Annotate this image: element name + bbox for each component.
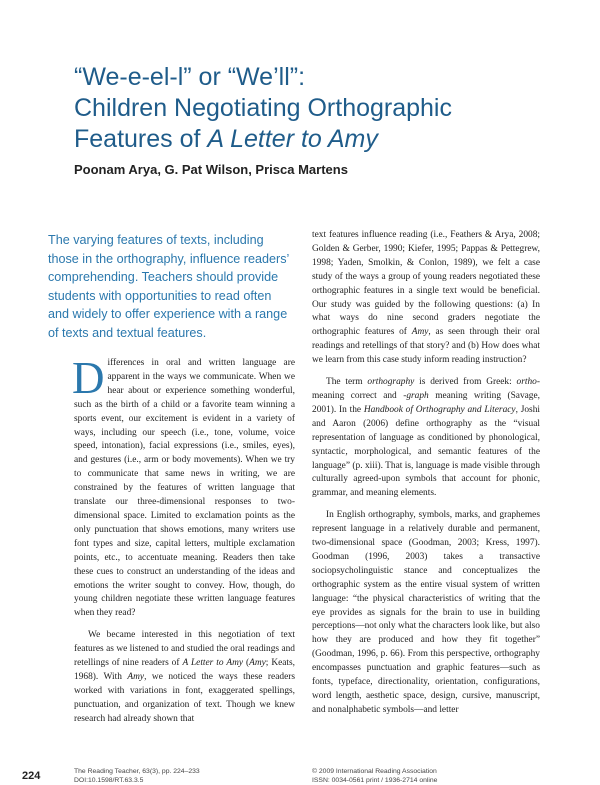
text-run: is derived from Greek:: [414, 377, 517, 388]
italic-run: Amy: [411, 327, 429, 338]
article-title: [74, 62, 544, 155]
left-paragraph-2: [74, 629, 295, 726]
italic-run: ortho-: [516, 377, 540, 388]
title-line-1: “We-e-el-l” or “We’ll”:: [74, 63, 306, 91]
text-run: , Joshi and Aaron (2006) define orthography as the “visual representation of language as conditioned by phonological, syntactic, morphological, and semantic features of the language” (p. xiii). That is, language is made visible through culturally agreed-upon symbols that account for phonic, grammar, and meaning elements.: [312, 404, 540, 499]
italic-run: Amy: [127, 671, 145, 682]
title-line-3-prefix: Features of: [74, 125, 208, 153]
left-paragraph-1-text: ifferences in oral and written language are apparent in the ways we communicate. When we hear about or experience something wonderful, such as the birth of a child or a favorite team winning a sports event, our excitement is evident in a variety of ways, including our speech (i.e., tone, volume, voice speed, intonation), facial expressions (i.e., smiles, eyes), and gestures (i.e., arm or body movements). When we try to communicate that same news in writing, we are constrained by the features of written language that translate our three-dimensional responses to two-dimensional space. Limited to exclamation points as the only punctuation that shows emotions, many writers use font types and size, capital letters, multiple exclamation points, etc., to accentuate meaning. Readers then take these cues to construct an understanding of the ideas and emotions the writer sought to convey. How, though, do young children negotiate these written language features when they read?: [74, 358, 295, 619]
doi-line: DOI:10.1598/RT.63.3.5: [74, 777, 144, 784]
journal-line: The Reading Teacher, 63(3), pp. 224–233: [74, 768, 200, 775]
italic-run: orthography: [367, 377, 415, 388]
text-run: The term: [326, 377, 368, 388]
text-run: text features influence reading (i.e., Feathers & Arya, 2008; Golden & Gerber, 1990; Kiefer, 1995; Pappas & Pettegrew, 1998; Yaden, Smolkin, & Conlon, 1989), we felt a case study of the ways a group of young readers negotiated these orthographic features in a single text would be beneficial. Our study was guided by the following questions: (a) In what ways do nine second graders negotiate the orthographic features of: [312, 230, 540, 338]
copyright-block: [312, 767, 437, 785]
right-paragraph-2: [312, 376, 540, 501]
right-column: [312, 229, 540, 718]
journal-citation: [74, 767, 200, 785]
right-paragraph-1: [312, 229, 540, 368]
issn-line: ISSN: 0034-0561 print / 1936-2714 online: [312, 777, 438, 784]
right-paragraph-3: In English orthography, symbols, marks, and graphemes represent language in a relatively durable and permanent, two-dimensional space (Goodman, 2003; Kress, 1997). Goodman (1996, 2003) takes a transactive sociopsycholinguistic stance and conceptualizes the orthographic system as the entire visual system of written language: “the physical characteristics of writing that the eye provides as signals for the brain to use in building perceptions—not only what the characters look like, but also how they are produced and how they fit together” (Goodman, 1996, p. 66). From this perspective, orthography encompasses punctuation and graphic features—such as fonts, typeface, directionality, orientation, configurations, word length, aesthetic space, design, cursive, manuscript, and nonalphabetic symbols—and letter: [312, 510, 540, 715]
title-line-2: Children Negotiating Orthographic: [74, 94, 452, 122]
page-number: 224: [22, 770, 41, 782]
drop-cap: D: [72, 353, 105, 403]
title-book-name: A Letter to Amy: [207, 125, 378, 153]
author-list: Poonam Arya, G. Pat Wilson, Prisca Martens: [74, 162, 348, 177]
italic-run: Handbook of Orthography and Literacy: [363, 404, 516, 415]
italic-run: A Letter to Amy: [182, 658, 244, 669]
left-paragraph-1: [72, 353, 295, 621]
text-run: , we noticed the ways these readers worked with variations in font, exaggerated spellings, punctuation, and organization of text. Though we knew research had already shown that: [74, 671, 295, 724]
title-line-3: [74, 124, 544, 155]
text-run: ; Keats, 1968). With: [74, 658, 296, 682]
text-run: We became interested in this negotiation of text features as we listened to and studied the oral readings and retellings of nine readers of: [74, 630, 295, 669]
text-run: meaning correct and: [312, 390, 404, 401]
text-run: (: [243, 658, 250, 669]
copyright-line: © 2009 International Reading Association: [312, 768, 437, 775]
text-run: meaning writing (Savage, 2001). In the: [312, 390, 540, 415]
italic-run: Amy: [249, 658, 266, 669]
pull-quote: The varying features of texts, including those in the orthography, influence readers’ comprehending. Teachers should provide students with opportunities to read often and widely to offer experience with a range of texts and textual features.: [48, 233, 289, 340]
text-run: , as seen through their oral readings and retellings of that story? and (b) How does what we learn from this case study inform reading instruction?: [312, 327, 540, 366]
italic-run: -graph: [403, 390, 429, 401]
left-column: [72, 353, 296, 727]
